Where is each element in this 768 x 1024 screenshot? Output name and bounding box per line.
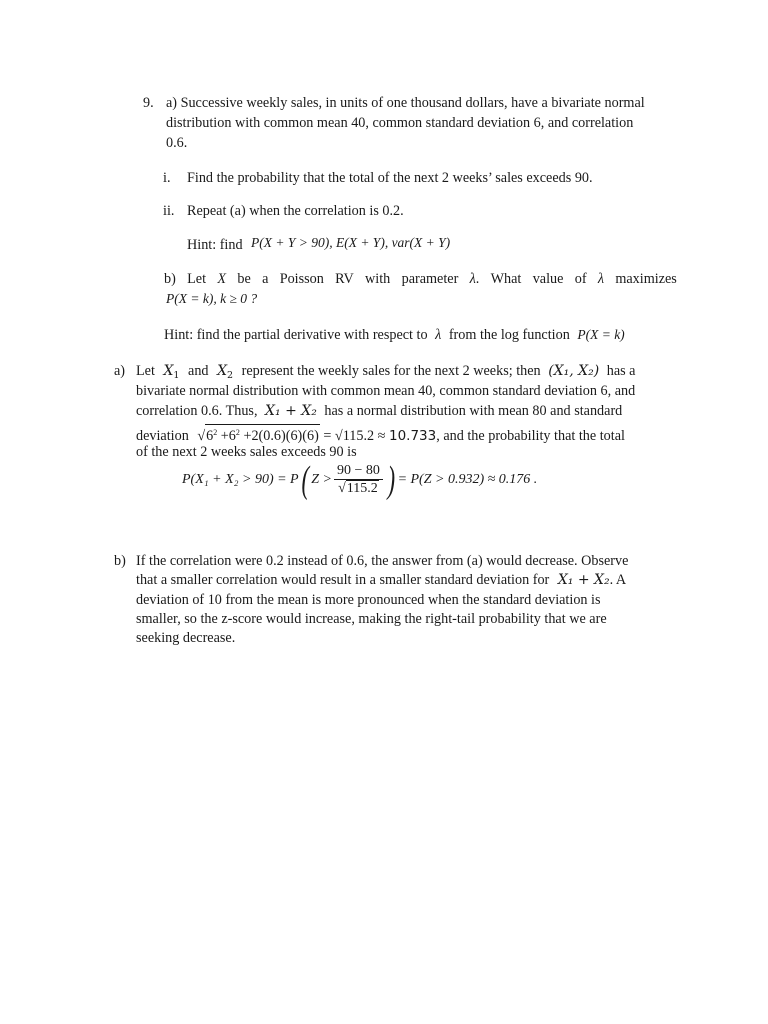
hint-1-label: Hint: find <box>187 237 243 253</box>
answer-a-marker: a) <box>114 363 126 379</box>
answer-a-line-1: Let $X_1$ and $X_2$ represent the weekly sales for the next 2 weeks; then (X₁, X₂) has a <box>136 363 636 381</box>
answer-a-line-5: of the next 2 weeks sales exceeds 90 is <box>136 444 357 460</box>
question-b-line-1: b) Let X be a Poisson RV with parameter λ. What value of λ maximizes <box>164 271 677 287</box>
sub-ii-text: Repeat (a) when the correlation is 0.2. <box>187 203 404 219</box>
answer-b-line-1: If the correlation were 0.2 instead of 0.6, the answer from (a) would decrease. Observe <box>136 553 629 569</box>
question-a-line-1: a) Successive weekly sales, in units of one thousand dollars, have a bivariate normal <box>166 95 645 111</box>
answer-a-line-4: deviation $√6^2 +6^2 +2(0.6)(6)(6) = √115.2 \approx 10.733$, and the probability that the total <box>136 424 625 445</box>
question-number: 9. <box>143 95 154 111</box>
answer-a-line-3: correlation 0.6. Thus, X₁ + X₂ has a normal distribution with mean 80 and standard <box>136 403 623 419</box>
sub-i-text: Find the probability that the total of the next 2 weeks’ sales exceeds 90. <box>187 170 593 186</box>
sub-i-marker: i. <box>163 170 171 186</box>
answer-b-line-2: that a smaller correlation would result in a smaller standard deviation for X₁ + X₂. A <box>136 572 627 588</box>
probability-formula: P(X₁ + X₂ > 90) = P ( Z > $\frac{90 - 80}{√115.2}$ ) = P(Z > 0.932) ≈ 0.176 . <box>182 459 538 501</box>
answer-b-marker: b) <box>114 553 126 569</box>
question-a-line-2: distribution with common mean 40, common standard deviation 6, and correlation <box>166 115 634 131</box>
answer-b-line-5: seeking decrease. <box>136 630 236 646</box>
hint-2: Hint: find the partial derivative with respect to λ from the log function P(X = k) <box>164 327 625 343</box>
question-a-line-3: 0.6. <box>166 135 188 151</box>
question-b-line-2: P(X = k), k ≥ 0 ? <box>166 291 258 306</box>
answer-a-line-2: bivariate normal distribution with common mean 40, common standard deviation 6, and <box>136 383 636 399</box>
hint-1-math: P(X + Y > 90), E(X + Y), var(X + Y) <box>251 235 451 250</box>
z-fraction: $\frac{90 - 80}{√115.2}$ <box>334 463 383 497</box>
answer-b-line-3: deviation of 10 from the mean is more pronounced when the standard deviation is <box>136 592 601 608</box>
sub-ii-marker: ii. <box>163 203 175 219</box>
answer-b-line-4: smaller, so the z-score would increase, making the right-tail probability that we are <box>136 611 607 627</box>
